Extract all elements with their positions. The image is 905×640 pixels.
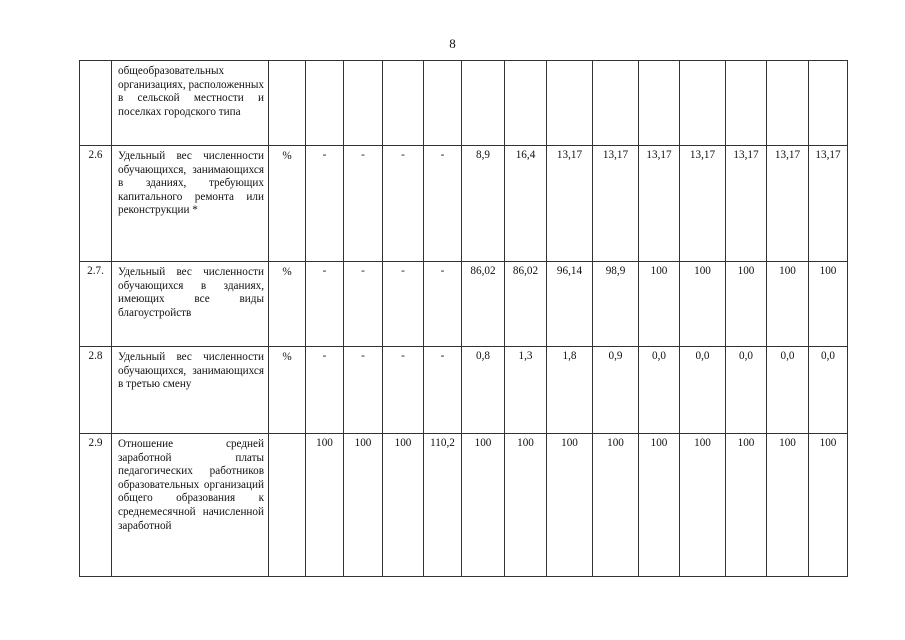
value-cell: - bbox=[383, 146, 424, 262]
value-cell bbox=[639, 61, 680, 146]
value-cell bbox=[424, 61, 462, 146]
value-cell: 100 bbox=[680, 262, 726, 347]
row-number bbox=[80, 61, 112, 146]
value-cell bbox=[462, 61, 505, 146]
table-row bbox=[80, 347, 848, 434]
row-unit: % bbox=[269, 146, 306, 262]
value-cell: 0,0 bbox=[680, 347, 726, 434]
value-cell: 1,8 bbox=[547, 347, 593, 434]
value-cell: 13,17 bbox=[680, 146, 726, 262]
value-cell: - bbox=[344, 146, 383, 262]
value-cell: - bbox=[424, 146, 462, 262]
value-cell: 98,9 bbox=[593, 262, 639, 347]
value-cell: - bbox=[306, 347, 344, 434]
table-row bbox=[80, 146, 848, 262]
value-cell: 100 bbox=[383, 434, 424, 577]
row-number: 2.6 bbox=[80, 146, 112, 262]
value-cell: 13,17 bbox=[767, 146, 809, 262]
value-cell: 0,0 bbox=[809, 347, 848, 434]
value-cell: - bbox=[424, 347, 462, 434]
value-cell: 100 bbox=[809, 434, 848, 577]
value-cell: 13,17 bbox=[639, 146, 680, 262]
value-cell: 0,0 bbox=[639, 347, 680, 434]
value-cell: 100 bbox=[809, 262, 848, 347]
value-cell: 0,0 bbox=[726, 347, 767, 434]
row-number: 2.8 bbox=[80, 347, 112, 434]
row-unit bbox=[269, 434, 306, 577]
value-cell: 0,0 bbox=[767, 347, 809, 434]
value-cell: - bbox=[344, 262, 383, 347]
value-cell bbox=[306, 61, 344, 146]
value-cell bbox=[726, 61, 767, 146]
row-description: Удельный вес численности обучающихся, занимающихся в третью смену bbox=[112, 347, 269, 434]
row-unit bbox=[269, 61, 306, 146]
page-number: 8 bbox=[449, 36, 456, 51]
value-cell: 16,4 bbox=[505, 146, 547, 262]
value-cell: 100 bbox=[505, 434, 547, 577]
table-row bbox=[80, 61, 848, 146]
value-cell: 96,14 bbox=[547, 262, 593, 347]
row-description: общеобразовательных организациях, расположенных в сельской местности и поселках городского типа bbox=[112, 61, 269, 146]
value-cell: 100 bbox=[639, 434, 680, 577]
value-cell: 100 bbox=[344, 434, 383, 577]
row-description: Удельный вес численности обучающихся в зданиях, имеющих все виды благоустройств bbox=[112, 262, 269, 347]
value-cell: - bbox=[344, 347, 383, 434]
value-cell: - bbox=[306, 146, 344, 262]
value-cell: 13,17 bbox=[726, 146, 767, 262]
row-unit: % bbox=[269, 347, 306, 434]
value-cell: 0,8 bbox=[462, 347, 505, 434]
value-cell: 100 bbox=[462, 434, 505, 577]
indicators-table bbox=[79, 60, 848, 577]
value-cell bbox=[809, 61, 848, 146]
value-cell: 8,9 bbox=[462, 146, 505, 262]
row-description: Отношение средней заработной платы педагогических работников образовательных организаций общего образования к среднемесячной начисленной заработной bbox=[112, 434, 269, 577]
row-unit: % bbox=[269, 262, 306, 347]
value-cell: 13,17 bbox=[547, 146, 593, 262]
row-description: Удельный вес численности обучающихся, занимающихся в зданиях, требующих капитального ремонта или реконструкции * bbox=[112, 146, 269, 262]
table-row bbox=[80, 434, 848, 577]
value-cell: 86,02 bbox=[505, 262, 547, 347]
value-cell: 1,3 bbox=[505, 347, 547, 434]
value-cell: 0,9 bbox=[593, 347, 639, 434]
value-cell: 100 bbox=[726, 262, 767, 347]
value-cell: 100 bbox=[593, 434, 639, 577]
value-cell: - bbox=[383, 347, 424, 434]
value-cell bbox=[547, 61, 593, 146]
value-cell bbox=[505, 61, 547, 146]
value-cell: 100 bbox=[639, 262, 680, 347]
value-cell bbox=[680, 61, 726, 146]
value-cell: 100 bbox=[767, 434, 809, 577]
value-cell bbox=[767, 61, 809, 146]
value-cell: - bbox=[306, 262, 344, 347]
value-cell bbox=[383, 61, 424, 146]
value-cell: - bbox=[424, 262, 462, 347]
value-cell: 13,17 bbox=[593, 146, 639, 262]
value-cell: 13,17 bbox=[809, 146, 848, 262]
value-cell bbox=[593, 61, 639, 146]
row-number: 2.9 bbox=[80, 434, 112, 577]
value-cell: 100 bbox=[767, 262, 809, 347]
value-cell: 100 bbox=[306, 434, 344, 577]
row-number: 2.7. bbox=[80, 262, 112, 347]
table-row bbox=[80, 262, 848, 347]
value-cell: - bbox=[383, 262, 424, 347]
value-cell: 100 bbox=[680, 434, 726, 577]
value-cell bbox=[344, 61, 383, 146]
value-cell: 100 bbox=[547, 434, 593, 577]
value-cell: 86,02 bbox=[462, 262, 505, 347]
value-cell: 110,2 bbox=[424, 434, 462, 577]
value-cell: 100 bbox=[726, 434, 767, 577]
